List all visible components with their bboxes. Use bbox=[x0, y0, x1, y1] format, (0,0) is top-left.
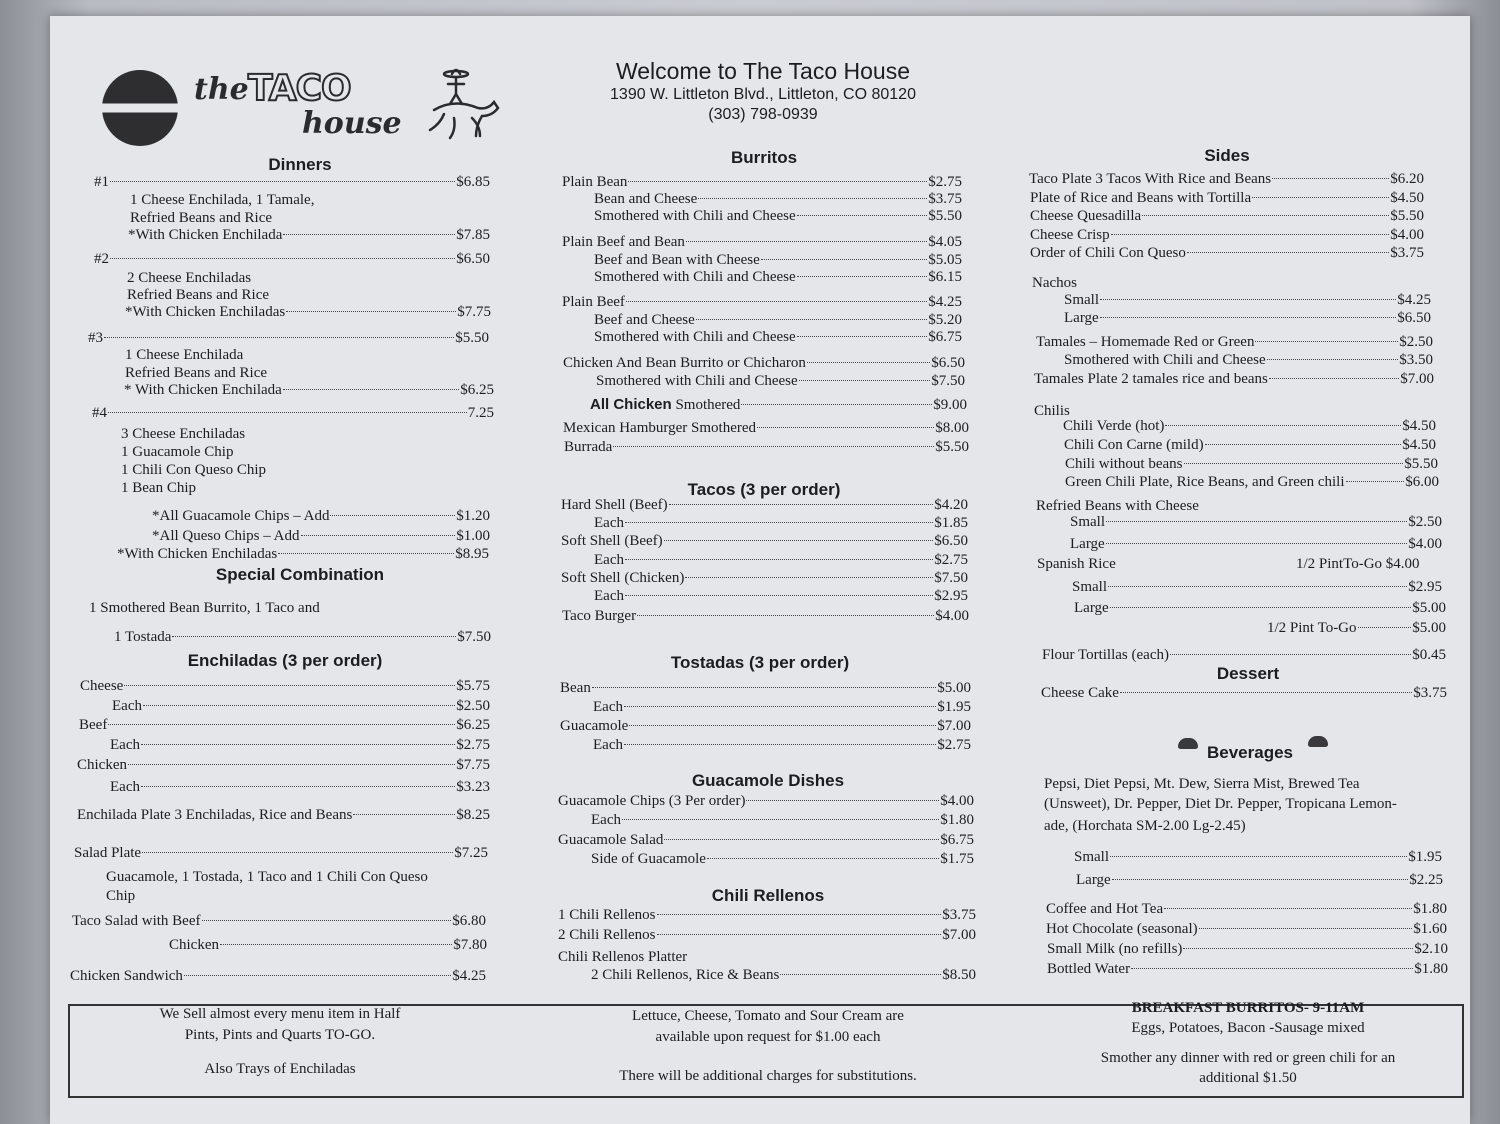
restaurant-title: Welcome to The Taco House bbox=[615, 58, 911, 84]
tacos-heading: Tacos (3 per order) bbox=[687, 480, 841, 499]
menu-item bbox=[1065, 474, 1439, 491]
menu-item bbox=[594, 515, 968, 532]
item-name: Each bbox=[110, 737, 140, 753]
item-price: $4.20 bbox=[934, 497, 968, 513]
item-price: $4.50 bbox=[1402, 418, 1436, 434]
item-price: $1.85 bbox=[934, 515, 968, 531]
item-name: Small bbox=[1074, 849, 1110, 865]
menu-item bbox=[94, 174, 490, 191]
cowboy-on-horse-icon bbox=[428, 66, 500, 142]
item-name: Cheese Cake bbox=[1041, 685, 1119, 701]
menu-item bbox=[88, 330, 489, 347]
menu-item bbox=[594, 269, 962, 286]
item-name: Small bbox=[1070, 514, 1106, 530]
item-name: Mexican Hamburger Smothered bbox=[563, 420, 757, 436]
logo-house: house bbox=[302, 106, 402, 141]
menu-item bbox=[152, 508, 490, 525]
item-name: Cheese Quesadilla bbox=[1030, 208, 1142, 224]
menu-item bbox=[558, 927, 976, 944]
item-price: $7.00 bbox=[937, 718, 971, 734]
special-combination-heading: Special Combination bbox=[215, 565, 385, 584]
footer-substitutions: There will be additional charges for substitutions. bbox=[619, 1068, 917, 1084]
item-price: $6.25 bbox=[460, 382, 494, 398]
footer-smother-line2: additional $1.50 bbox=[1199, 1070, 1297, 1086]
item-price: $5.50 bbox=[1404, 456, 1438, 472]
guacamole-heading: Guacamole Dishes bbox=[691, 771, 845, 790]
menu-item bbox=[558, 793, 974, 810]
item-price: $7.50 bbox=[931, 373, 965, 389]
menu-item bbox=[591, 812, 974, 829]
beverages-heading: Beverages bbox=[1206, 743, 1293, 762]
item-name: Smothered with Chili and Cheese bbox=[594, 329, 796, 345]
item-name: #2 bbox=[94, 251, 109, 267]
menu-item bbox=[1029, 171, 1424, 188]
item-name: Smothered with Chili and Cheese bbox=[594, 269, 796, 285]
item-price: $7.85 bbox=[456, 227, 490, 243]
menu-item bbox=[560, 680, 971, 697]
item-name: Plain Beef and Bean bbox=[562, 234, 685, 250]
item-price: 7.25 bbox=[467, 405, 494, 421]
item-name: Smothered with Chili and Cheese bbox=[596, 373, 798, 389]
menu-item-desc: Refried Beans and Rice bbox=[125, 365, 268, 381]
item-price: $1.95 bbox=[1408, 849, 1442, 865]
menu-item bbox=[591, 967, 976, 984]
menu-item bbox=[1036, 334, 1433, 351]
menu-item bbox=[1267, 620, 1446, 637]
menu-item-desc: 1 Cheese Enchilada, 1 Tamale, bbox=[130, 192, 315, 208]
item-name: Chili Con Carne (mild) bbox=[1064, 437, 1204, 453]
item-price: $6.75 bbox=[928, 329, 962, 345]
menu-item-desc: 3 Cheese Enchiladas bbox=[121, 426, 246, 442]
item-name: Enchilada Plate 3 Enchiladas, Rice and Beans bbox=[77, 807, 353, 823]
menu-item bbox=[1072, 579, 1442, 596]
menu-item bbox=[169, 937, 487, 954]
menu-item bbox=[72, 913, 486, 930]
menu-item bbox=[596, 373, 965, 390]
item-price: $1.75 bbox=[940, 851, 974, 867]
beverages-desc: ade, (Horchata SM-2.00 Lg-2.45) bbox=[1044, 818, 1246, 834]
item-name: Tamales Plate 2 tamales rice and beans bbox=[1034, 371, 1268, 387]
menu-item bbox=[594, 552, 968, 569]
menu-item bbox=[77, 757, 490, 774]
item-name: Beef and Cheese bbox=[594, 312, 695, 328]
item-name: *With Chicken Enchilada bbox=[128, 227, 283, 243]
item-price: $7.50 bbox=[934, 570, 968, 586]
item-price: $0.45 bbox=[1412, 647, 1446, 663]
item-price: $6.15 bbox=[928, 269, 962, 285]
item-name: Each bbox=[591, 812, 621, 828]
item-name: Plate of Rice and Beans with Tortilla bbox=[1030, 190, 1252, 206]
menu-item-desc: Nachos bbox=[1032, 275, 1077, 291]
menu-item bbox=[562, 608, 969, 625]
menu-item bbox=[110, 737, 490, 754]
item-name: Guacamole bbox=[560, 718, 629, 734]
item-name: Each bbox=[593, 699, 623, 715]
item-price: $1.00 bbox=[456, 528, 490, 544]
menu-item bbox=[92, 405, 494, 422]
item-price: $3.75 bbox=[1413, 685, 1447, 701]
item-price: $7.75 bbox=[456, 757, 490, 773]
item-name: Small Milk (no refills) bbox=[1047, 941, 1183, 957]
item-price: $3.75 bbox=[928, 191, 962, 207]
menu-item bbox=[594, 329, 962, 346]
menu-item bbox=[1064, 310, 1431, 327]
item-name: Taco Plate 3 Tacos With Rice and Beans bbox=[1029, 171, 1272, 187]
item-price: $5.00 bbox=[937, 680, 971, 696]
menu-sheet bbox=[50, 16, 1470, 1124]
item-price: $6.50 bbox=[1397, 310, 1431, 326]
item-name: Salad Plate bbox=[74, 845, 142, 861]
item-price: $8.50 bbox=[942, 967, 976, 983]
item-price: $5.05 bbox=[928, 252, 962, 268]
item-price: $6.00 bbox=[1405, 474, 1439, 490]
menu-item bbox=[1076, 872, 1443, 889]
menu-item-desc: 2 Cheese Enchiladas bbox=[127, 270, 252, 286]
item-price: $2.75 bbox=[456, 737, 490, 753]
item-price: $1.80 bbox=[1413, 901, 1447, 917]
menu-item bbox=[77, 807, 490, 824]
beverages-desc: (Unsweet), Dr. Pepper, Diet Dr. Pepper, Tropicana Lemon- bbox=[1044, 796, 1397, 812]
item-name: Bottled Water bbox=[1047, 961, 1131, 977]
menu-item bbox=[563, 420, 969, 437]
footer-breakfast-title: BREAKFAST BURRITOS- 9-11AM bbox=[1131, 1000, 1365, 1016]
item-price: $7.00 bbox=[942, 927, 976, 943]
menu-item bbox=[112, 698, 490, 715]
logo-circle-icon bbox=[102, 70, 178, 146]
menu-item bbox=[594, 191, 962, 208]
item-price: $2.50 bbox=[1408, 514, 1442, 530]
item-name: Large bbox=[1076, 872, 1111, 888]
item-name: Bean and Cheese bbox=[594, 191, 698, 207]
item-price: $8.95 bbox=[455, 546, 489, 562]
item-name: Chili without beans bbox=[1065, 456, 1183, 472]
item-price: $2.75 bbox=[937, 737, 971, 753]
item-price: $5.75 bbox=[456, 678, 490, 694]
item-name-bold: All Chicken bbox=[590, 396, 672, 413]
menu-item-desc: Refried Beans with Cheese bbox=[1036, 498, 1199, 514]
tostadas-heading: Tostadas (3 per order) bbox=[670, 653, 850, 672]
item-price: $6.20 bbox=[1390, 171, 1424, 187]
item-name: *With Chicken Enchiladas bbox=[125, 304, 286, 320]
menu-item bbox=[79, 717, 490, 734]
menu-item bbox=[1063, 418, 1436, 435]
item-name: Small bbox=[1064, 292, 1100, 308]
item-price: $2.10 bbox=[1414, 941, 1448, 957]
item-name: Each bbox=[594, 552, 624, 568]
item-price: $1.95 bbox=[937, 699, 971, 715]
item-price: $4.00 bbox=[1408, 536, 1442, 552]
item-price: $1.20 bbox=[456, 508, 490, 524]
item-name: Order of Chili Con Queso bbox=[1030, 245, 1186, 261]
menu-item bbox=[558, 907, 976, 924]
item-price: $5.50 bbox=[455, 330, 489, 346]
menu-item bbox=[117, 546, 489, 563]
menu-item bbox=[1030, 190, 1424, 207]
item-price: $5.50 bbox=[935, 439, 969, 455]
item-price: $1.80 bbox=[1414, 961, 1448, 977]
item-price: $2.75 bbox=[934, 552, 968, 568]
menu-item bbox=[1074, 600, 1446, 617]
restaurant-address: 1390 W. Littleton Blvd., Littleton, CO 80120 bbox=[610, 86, 916, 103]
restaurant-phone: (303) 798-0939 bbox=[708, 106, 818, 123]
item-name: Hard Shell (Beef) bbox=[561, 497, 668, 513]
item-name: Cheese bbox=[80, 678, 124, 694]
menu-item bbox=[94, 251, 490, 268]
item-name: * With Chicken Enchilada bbox=[124, 382, 282, 398]
item-name: Each bbox=[110, 779, 140, 795]
item-name: Bean bbox=[560, 680, 591, 696]
item-name: Each bbox=[112, 698, 142, 714]
menu-item bbox=[593, 737, 971, 754]
item-name: Cheese Crisp bbox=[1030, 227, 1110, 243]
item-price: $7.80 bbox=[453, 937, 487, 953]
item-name: 2 Chili Rellenos bbox=[558, 927, 656, 943]
item-name: Guacamole Salad bbox=[558, 832, 664, 848]
item-name: Chicken And Bean Burrito or Chicharon bbox=[563, 355, 806, 371]
item-price: $5.00 bbox=[1412, 600, 1446, 616]
item-price: $5.50 bbox=[928, 208, 962, 224]
item-price: $3.75 bbox=[942, 907, 976, 923]
menu-item-desc: Chip bbox=[106, 888, 136, 904]
item-price: $8.25 bbox=[456, 807, 490, 823]
menu-item bbox=[1074, 849, 1442, 866]
item-price: $6.50 bbox=[456, 251, 490, 267]
logo-taco: TACO bbox=[248, 68, 351, 109]
menu-item-desc: 1 Guacamole Chip bbox=[121, 444, 234, 460]
footer-toppings-line2: available upon request for $1.00 each bbox=[655, 1029, 881, 1045]
menu-item bbox=[561, 497, 968, 514]
menu-item-extra: 1/2 PintTo-Go $4.00 bbox=[1296, 556, 1420, 572]
menu-item bbox=[80, 678, 490, 695]
menu-item bbox=[1047, 941, 1448, 958]
menu-item bbox=[561, 533, 968, 550]
menu-item bbox=[564, 439, 969, 456]
beverages-desc: Pepsi, Diet Pepsi, Mt. Dew, Sierra Mist, Brewed Tea bbox=[1044, 776, 1360, 792]
item-name: Small bbox=[1072, 579, 1108, 595]
item-price: $2.50 bbox=[456, 698, 490, 714]
menu-item bbox=[562, 294, 962, 311]
item-name: Hot Chocolate (seasonal) bbox=[1046, 921, 1198, 937]
menu-item bbox=[594, 208, 962, 225]
item-name: Each bbox=[593, 737, 623, 753]
special-desc: 1 Smothered Bean Burrito, 1 Taco and bbox=[89, 600, 320, 616]
item-name: Plain Beef bbox=[562, 294, 625, 310]
menu-item bbox=[594, 312, 962, 329]
item-price: $1.60 bbox=[1413, 921, 1447, 937]
menu-item-desc: 1 Cheese Enchilada bbox=[125, 347, 244, 363]
menu-item bbox=[1064, 292, 1431, 309]
menu-item-desc: Guacamole, 1 Tostada, 1 Taco and 1 Chili Con Queso bbox=[106, 869, 428, 885]
menu-item bbox=[70, 968, 486, 985]
burritos-heading: Burritos bbox=[730, 148, 798, 167]
footer-toppings-line1: Lettuce, Cheese, Tomato and Sour Cream are bbox=[632, 1008, 904, 1024]
footer-breakfast-desc: Eggs, Potatoes, Bacon -Sausage mixed bbox=[1131, 1020, 1365, 1036]
menu-item bbox=[1064, 352, 1433, 369]
item-name: 1 Tostada bbox=[114, 629, 172, 645]
menu-item-desc: Chilis bbox=[1034, 403, 1070, 419]
logo-the: the bbox=[194, 72, 249, 107]
enchiladas-heading: Enchiladas (3 per order) bbox=[187, 651, 383, 670]
item-price: $7.25 bbox=[454, 845, 488, 861]
item-price: $8.00 bbox=[935, 420, 969, 436]
item-name: Soft Shell (Chicken) bbox=[561, 570, 685, 586]
item-name: Large bbox=[1064, 310, 1099, 326]
menu-item bbox=[562, 234, 962, 251]
menu-item bbox=[114, 629, 491, 646]
menu-item bbox=[1070, 536, 1442, 553]
item-name: Green Chili Plate, Rice Beans, and Green chili bbox=[1065, 474, 1345, 490]
item-name: Coffee and Hot Tea bbox=[1046, 901, 1164, 917]
item-price: $6.25 bbox=[456, 717, 490, 733]
menu-item-desc: Refried Beans and Rice bbox=[127, 287, 270, 303]
item-price: $2.75 bbox=[928, 174, 962, 190]
item-price: $4.05 bbox=[928, 234, 962, 250]
item-name: Soft Shell (Beef) bbox=[561, 533, 663, 549]
menu-item bbox=[1047, 961, 1448, 978]
menu-item bbox=[1064, 437, 1436, 454]
dessert-heading: Dessert bbox=[1216, 664, 1280, 683]
item-name: Guacamole Chips (3 Per order) bbox=[558, 793, 746, 809]
item-name: #3 bbox=[88, 330, 103, 346]
menu-item bbox=[563, 355, 965, 372]
menu-item bbox=[124, 382, 494, 399]
sides-heading: Sides bbox=[1204, 146, 1250, 165]
menu-item bbox=[1046, 921, 1447, 938]
item-name: Beef bbox=[79, 717, 108, 733]
item-name: Flour Tortillas (each) bbox=[1042, 647, 1169, 663]
item-name: Burrada bbox=[564, 439, 613, 455]
item-price: $4.00 bbox=[935, 608, 969, 624]
item-price: $5.50 bbox=[1390, 208, 1424, 224]
item-name: Large bbox=[1074, 600, 1109, 616]
drink-icon bbox=[1178, 738, 1198, 749]
item-price: $5.20 bbox=[928, 312, 962, 328]
item-name: Beef and Bean with Cheese bbox=[594, 252, 760, 268]
menu-item-desc: 1 Bean Chip bbox=[121, 480, 196, 496]
menu-item bbox=[1030, 227, 1424, 244]
item-price: $4.00 bbox=[940, 793, 974, 809]
menu-item bbox=[1070, 514, 1442, 531]
footer-trays: Also Trays of Enchiladas bbox=[204, 1061, 356, 1077]
menu-item bbox=[1041, 685, 1447, 702]
menu-item bbox=[152, 528, 490, 545]
menu-item-desc: 1 Chili Con Queso Chip bbox=[121, 462, 267, 478]
item-price: $2.95 bbox=[934, 588, 968, 604]
item-name: Taco Burger bbox=[562, 608, 637, 624]
item-name: Chili Verde (hot) bbox=[1063, 418, 1165, 434]
footer-smother-line1: Smother any dinner with red or green chili for an bbox=[1100, 1050, 1396, 1066]
item-price: $5.00 bbox=[1412, 620, 1446, 636]
dinners-heading: Dinners bbox=[268, 155, 332, 174]
menu-item bbox=[558, 832, 974, 849]
menu-item bbox=[594, 252, 962, 269]
item-price: $6.75 bbox=[940, 832, 974, 848]
item-price: $2.95 bbox=[1408, 579, 1442, 595]
menu-item bbox=[590, 396, 967, 414]
item-price: $1.80 bbox=[940, 812, 974, 828]
menu-item bbox=[1030, 208, 1424, 225]
item-name: 2 Chili Rellenos, Rice & Beans bbox=[591, 967, 780, 983]
item-price: $4.50 bbox=[1402, 437, 1436, 453]
item-name: Chicken bbox=[169, 937, 219, 953]
item-name: 1/2 Pint To-Go bbox=[1267, 620, 1357, 636]
item-name: #4 bbox=[92, 405, 107, 421]
item-name: Each bbox=[594, 515, 624, 531]
drink-icon bbox=[1308, 736, 1328, 747]
item-price: $4.25 bbox=[928, 294, 962, 310]
item-name: Tamales – Homemade Red or Green bbox=[1036, 334, 1255, 350]
item-price: $4.50 bbox=[1390, 190, 1424, 206]
menu-item-desc: Refried Beans and Rice bbox=[130, 210, 273, 226]
item-price: $2.50 bbox=[1399, 334, 1433, 350]
item-name: #1 bbox=[94, 174, 109, 190]
item-price: $6.50 bbox=[931, 355, 965, 371]
item-name: Chicken Sandwich bbox=[70, 968, 183, 984]
item-price: $7.00 bbox=[1400, 371, 1434, 387]
item-price: $6.50 bbox=[934, 533, 968, 549]
menu-item bbox=[110, 779, 490, 796]
item-price: $7.50 bbox=[457, 629, 491, 645]
item-name: Each bbox=[594, 588, 624, 604]
item-name: Plain Bean bbox=[562, 174, 628, 190]
item-name: Taco Salad with Beef bbox=[72, 913, 201, 929]
menu-item bbox=[125, 304, 491, 321]
footer-togo-line2: Pints, Pints and Quarts TO-GO. bbox=[184, 1027, 376, 1043]
item-name: Smothered with Chili and Cheese bbox=[594, 208, 796, 224]
menu-item bbox=[561, 570, 968, 587]
item-name: *All Guacamole Chips – Add bbox=[152, 508, 330, 524]
menu-item bbox=[562, 174, 962, 191]
item-name: 1 Chili Rellenos bbox=[558, 907, 656, 923]
menu-item bbox=[560, 718, 971, 735]
item-name: Smothered with Chili and Cheese bbox=[1064, 352, 1266, 368]
menu-item bbox=[1034, 371, 1434, 388]
menu-item bbox=[594, 588, 968, 605]
menu-item bbox=[1030, 245, 1424, 262]
menu-item bbox=[1042, 647, 1446, 664]
item-price: $2.25 bbox=[1409, 872, 1443, 888]
item-name: *All Queso Chips – Add bbox=[152, 528, 300, 544]
menu-item bbox=[591, 851, 974, 868]
item-price: $3.75 bbox=[1390, 245, 1424, 261]
menu-item-desc: Chili Rellenos Platter bbox=[558, 949, 688, 965]
menu-item bbox=[1065, 456, 1438, 473]
item-name: Side of Guacamole bbox=[591, 851, 706, 867]
menu-item bbox=[593, 699, 971, 716]
item-name: Chicken bbox=[77, 757, 127, 773]
item-price: $3.23 bbox=[456, 779, 490, 795]
item-price: $4.25 bbox=[452, 968, 486, 984]
item-price: $6.85 bbox=[456, 174, 490, 190]
footer-togo-line1: We Sell almost every menu item in Half bbox=[159, 1006, 401, 1022]
chili-rellenos-heading: Chili Rellenos bbox=[711, 886, 825, 905]
item-price: $6.80 bbox=[452, 913, 486, 929]
item-price: $4.00 bbox=[1390, 227, 1424, 243]
item-name: Smothered bbox=[671, 397, 741, 413]
item-name: Large bbox=[1070, 536, 1105, 552]
menu-item bbox=[1046, 901, 1447, 918]
menu-item-desc: Spanish Rice bbox=[1037, 556, 1116, 572]
menu-item bbox=[128, 227, 490, 244]
item-price: $3.50 bbox=[1399, 352, 1433, 368]
item-price: $9.00 bbox=[933, 397, 967, 413]
item-price: $7.75 bbox=[457, 304, 491, 320]
item-name: *With Chicken Enchiladas bbox=[117, 546, 278, 562]
item-price: $4.25 bbox=[1397, 292, 1431, 308]
menu-item bbox=[74, 845, 488, 862]
